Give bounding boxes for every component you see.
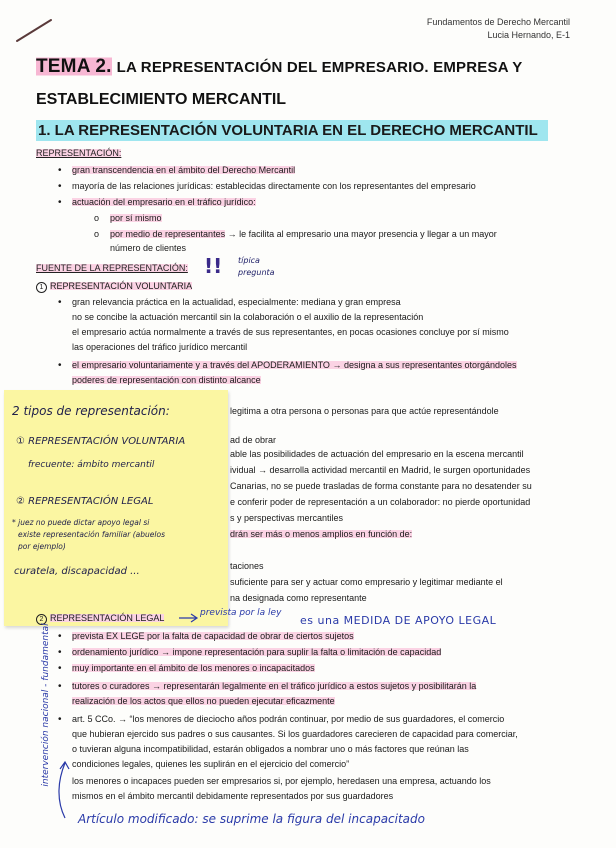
page-title-line2: ESTABLECIMIENTO MERCANTIL — [36, 91, 287, 108]
partial-line: e conferir poder de representación a un colaborador: no pierde oportunidad — [230, 497, 531, 507]
side-note: intervención nacional - fundamental — [41, 623, 51, 787]
curved-arrow-icon — [54, 760, 76, 820]
sticky-note — [4, 390, 228, 626]
representacion-label: REPRESENTACIÓN: — [36, 148, 122, 158]
author-name: Lucia Hernando, E-1 — [487, 30, 570, 40]
sub-list-item-cont: número de clientes — [110, 243, 187, 253]
sticky-title: 2 tipos de representación: — [12, 404, 170, 418]
sub-list-item: o por medio de representantes → le facilita al empresario una mayor presencia y llegar a un mayor — [110, 228, 497, 241]
sub-list-item: o por sí mismo — [110, 212, 162, 225]
sticky-legal-note: existe representación familiar (abuelos — [18, 530, 165, 539]
list-item: • ordenamiento jurídico → impone representación para suplir la falta o limitación de capacidad — [72, 646, 441, 659]
list-item: • actuación del empresario en el tráfico jurídico: — [72, 196, 256, 209]
partial-line: drán ser más o menos amplios en función de: — [230, 529, 413, 539]
list-item: • mayoría de las relaciones jurídicas: establecidas directamente con los representantes del empresario — [72, 180, 476, 193]
list-item-cont: condiciones legales, quienes les suplirán en el ejercicio del comercio” — [72, 759, 350, 769]
list-item-cont: no se concibe la actuación mercantil sin la colaboración o el auxilio de la representación — [72, 312, 424, 322]
partial-line: taciones — [230, 561, 264, 571]
partial-line: suficiente para ser y actuar como empresario y legitimar mediante el — [230, 577, 503, 587]
exclamation-note: !! — [204, 254, 223, 278]
note-pregunta: pregunta — [238, 268, 275, 277]
list-item-cont: o tuvieran alguna incompatibilidad, estarán obligados a nombrar uno o más factores que reúnan las — [72, 744, 469, 754]
title-rest: LA REPRESENTACIÓN DEL EMPRESARIO. EMPRESA Y — [116, 59, 523, 76]
list-item: • prevista EX LEGE por la falta de capacidad de obrar de ciertos sujetos — [72, 630, 354, 643]
list-item-cont: el empresario actúa normalmente a través de sus representantes, en pocas ocasiones concluye por sí mismo — [72, 327, 509, 337]
list-item: • gran relevancia práctica en la actualidad, especialmente: mediana y gran empresa — [72, 296, 401, 309]
partial-line: s y perspectivas mercantiles — [230, 513, 344, 523]
list-item-cont: realización de los actos que ellos no pueden ejecutar eficazmente — [72, 696, 335, 706]
voluntaria-heading: 1 REPRESENTACIÓN VOLUNTARIA — [36, 280, 192, 293]
partial-line: Canarias, no se puede trasladas de forma constante para no desatender su — [230, 481, 532, 491]
legal-heading: 2 REPRESENTACIÓN LEGAL — [36, 612, 164, 625]
partial-line: ad de obrar — [230, 435, 277, 445]
arrow-icon — [178, 612, 200, 624]
fuente-label: FUENTE DE LA REPRESENTACIÓN: — [36, 263, 188, 273]
sticky-legal-note: * juez no puede dictar apoyo legal si — [12, 518, 150, 527]
partial-line: na designada como representante — [230, 593, 367, 603]
list-item-cont: que hubieran ejercido sus padres o sus causantes. Si los guardadores carecieren de capacidad para comerciar, — [72, 729, 518, 739]
section-heading: 1. LA REPRESENTACIÓN VOLUNTARIA EN EL DERECHO MERCANTIL — [36, 120, 548, 141]
list-item: • muy importante en el ámbito de los menores o incapacitados — [72, 662, 315, 675]
sticky-legal-examples: curatela, discapacidad ... — [14, 566, 140, 577]
list-item: • el empresario voluntariamente y a través del APODERAMIENTO → designa a sus representantes otorgándoles — [72, 359, 517, 372]
partial-line: ividual → desarrolla actividad mercantil en Madrid, le surgen oportunidades — [230, 465, 531, 475]
note-medida-apoyo: es una MEDIDA DE APOYO LEGAL — [300, 614, 497, 627]
list-item-cont: los menores o incapaces pueden ser empresarios si, por ejemplo, heredasen una empresa, actuando los — [72, 776, 491, 786]
list-item-cont: las operaciones del tráfico jurídico mercantil — [72, 342, 248, 352]
note-tipica: típica — [238, 256, 260, 265]
sticky-item-voluntaria-note: frecuente: ámbito mercantil — [28, 460, 155, 470]
page-header — [427, 16, 570, 42]
pen-stroke-decoration — [14, 16, 54, 44]
list-item: • art. 5 CCo. → “los menores de dieciocho años podrán continuar, por medio de sus guardadores, el comercio — [72, 713, 504, 726]
list-item: • gran transcendencia en el ámbito del Derecho Mercantil — [72, 164, 295, 177]
list-item: • tutores o curadores → representarán legalmente en el tráfico jurídico a estos sujetos y posibilitarán la — [72, 680, 476, 693]
partial-line: legitima a otra persona o personas para que actúe representándole — [230, 406, 499, 416]
note-prevista: prevista por la ley — [200, 608, 282, 618]
course-name: Fundamentos de Derecho Mercantil — [426, 17, 570, 27]
title-tema: TEMA 2. — [36, 56, 112, 77]
sticky-legal-note: por ejemplo) — [18, 542, 66, 551]
sticky-item-voluntaria: ① REPRESENTACIÓN VOLUNTARIA — [16, 436, 186, 447]
sticky-item-legal: ② REPRESENTACIÓN LEGAL — [16, 496, 154, 507]
page-title — [36, 56, 522, 78]
list-item-cont: poderes de representación con distinto alcance — [72, 375, 261, 385]
list-item-cont: mismos en el ámbito mercantil debidamente representados por sus guardadores — [72, 791, 394, 801]
note-articulo-modificado: Artículo modificado: se suprime la figura del incapacitado — [78, 812, 425, 826]
partial-line: able las posibilidades de actuación del empresario en la escena mercantil — [230, 449, 524, 459]
